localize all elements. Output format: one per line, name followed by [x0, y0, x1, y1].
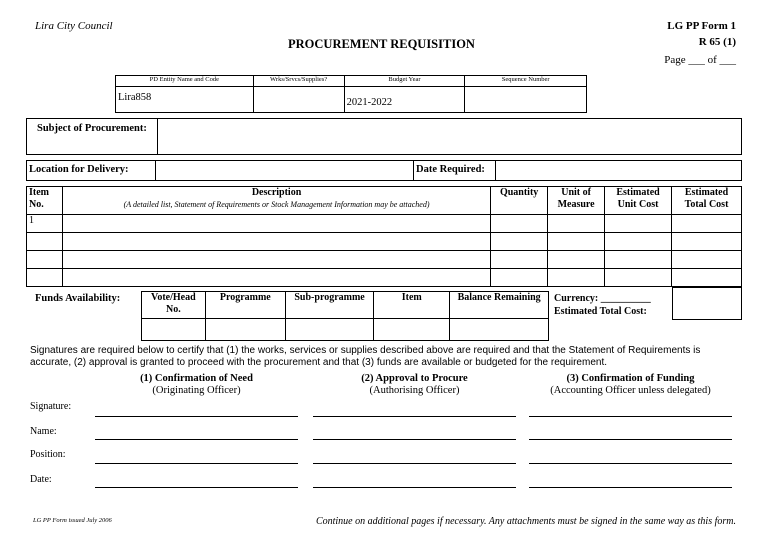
position-label: Position: — [30, 449, 66, 460]
date-label: Date: — [30, 474, 52, 485]
balance-header: Balance Remaining — [450, 292, 549, 319]
name-line-2[interactable] — [313, 439, 516, 440]
sub-programme-cell[interactable] — [285, 319, 373, 341]
signatures-intro: Signatures are required below to certify that (1) the works, services or supplies described above are required and that the Statement of Requirements is accurate, (2) approval is granted to proceed with the procurement and that (3) funds are available or budgeted for the requirement. — [30, 345, 701, 368]
signature-line-1[interactable] — [95, 416, 298, 417]
total-cost-cell[interactable] — [672, 269, 742, 287]
position-line-3[interactable] — [529, 463, 732, 464]
position-line-1[interactable] — [95, 463, 298, 464]
budget-year-value[interactable]: 2021-2022 — [344, 87, 465, 113]
col2-title: (2) Approval to Procure — [361, 373, 468, 384]
total-cost-cell[interactable] — [672, 251, 742, 269]
vote-head-cell[interactable] — [142, 319, 206, 341]
entity-table — [115, 75, 587, 113]
item-cell[interactable] — [374, 319, 450, 341]
location-field[interactable] — [156, 161, 414, 181]
work-type-header: Wrks/Srvcs/Supplies? — [253, 76, 344, 87]
subject-table — [26, 118, 742, 155]
quantity-cell[interactable] — [491, 215, 548, 233]
programme-header: Programme — [205, 292, 285, 319]
col1-sub: (Originating Officer) — [152, 385, 241, 396]
item-no-cell[interactable]: 1 — [27, 215, 63, 233]
entity-header: PD Entity Name and Code — [116, 76, 254, 87]
name-line-3[interactable] — [529, 439, 732, 440]
estimated-total-label: Estimated Total Cost: — [554, 306, 647, 317]
issued-note: LG PP Form issued July 2006 — [33, 517, 112, 524]
col3-sub: (Accounting Officer unless delegated) — [550, 385, 711, 396]
description-note: (A detailed list, Statement of Requirements or Stock Management Information may be attached) — [123, 200, 430, 209]
description-cell[interactable] — [62, 215, 490, 233]
quantity-cell[interactable] — [491, 251, 548, 269]
description-cell[interactable] — [62, 269, 490, 287]
form-id: LG PP Form 1 — [667, 20, 736, 32]
unit-cell[interactable] — [548, 233, 605, 251]
total-cost-cell[interactable] — [672, 233, 742, 251]
date-required-field[interactable] — [496, 161, 742, 181]
sub-programme-header: Sub-programme — [285, 292, 373, 319]
funds-table — [141, 291, 549, 341]
form-ref: R 65 (1) — [698, 36, 736, 48]
description-cell[interactable] — [62, 251, 490, 269]
items-table — [26, 186, 742, 287]
item-no-cell[interactable] — [27, 233, 63, 251]
signature-line-3[interactable] — [529, 416, 732, 417]
budget-year-header: Budget Year — [344, 76, 465, 87]
name-line-1[interactable] — [95, 439, 298, 440]
table-row — [27, 251, 742, 269]
location-label: Location for Delivery: — [27, 161, 156, 181]
unit-cost-cell[interactable] — [605, 251, 672, 269]
unit-cell[interactable] — [548, 251, 605, 269]
col3-title: (3) Confirmation of Funding — [566, 373, 695, 384]
col2-sub: (Authorising Officer) — [369, 385, 460, 396]
name-label: Name: — [30, 426, 57, 437]
description-header — [62, 187, 490, 215]
council-name: Lira City Council — [35, 20, 113, 32]
table-row — [27, 215, 742, 233]
signature-line-2[interactable] — [313, 416, 516, 417]
item-no-cell[interactable] — [27, 251, 63, 269]
quantity-cell[interactable] — [491, 233, 548, 251]
total-cost-header: Estimated Total Cost — [672, 187, 742, 215]
unit-cost-cell[interactable] — [605, 269, 672, 287]
col1-title: (1) Confirmation of Need — [140, 373, 253, 384]
quantity-cell[interactable] — [491, 269, 548, 287]
sequence-header: Sequence Number — [465, 76, 587, 87]
programme-cell[interactable] — [205, 319, 285, 341]
page-number: Page ___ of ___ — [664, 54, 736, 66]
date-line-2[interactable] — [313, 487, 516, 488]
quantity-header: Quantity — [491, 187, 548, 215]
subject-field[interactable] — [158, 119, 742, 155]
table-row — [27, 269, 742, 287]
date-line-3[interactable] — [529, 487, 732, 488]
unit-cell[interactable] — [548, 215, 605, 233]
balance-cell[interactable] — [450, 319, 549, 341]
funds-label: Funds Availability: — [35, 293, 121, 304]
work-type-value[interactable] — [253, 87, 344, 113]
entity-value[interactable]: Lira858 — [116, 87, 254, 113]
estimated-total-field[interactable] — [672, 287, 742, 320]
total-cost-cell[interactable] — [672, 215, 742, 233]
unit-cost-cell[interactable] — [605, 233, 672, 251]
position-line-2[interactable] — [313, 463, 516, 464]
vote-head-header: Vote/Head No. — [142, 292, 206, 319]
signature-label: Signature: — [30, 401, 72, 412]
unit-cost-cell[interactable] — [605, 215, 672, 233]
sequence-value[interactable] — [465, 87, 587, 113]
date-required-label: Date Required: — [414, 161, 496, 181]
description-cell[interactable] — [62, 233, 490, 251]
footer-note: Continue on additional pages if necessary. Any attachments must be signed in the same way as this form. — [315, 516, 736, 527]
date-line-1[interactable] — [95, 487, 298, 488]
location-table — [26, 160, 742, 181]
subject-label: Subject of Procurement: — [27, 119, 158, 155]
form-title: PROCUREMENT REQUISITION — [288, 37, 475, 51]
currency-label: Currency: __________ — [554, 293, 651, 304]
table-row — [27, 233, 742, 251]
unit-cost-header: Estimated Unit Cost — [605, 187, 672, 215]
item-header: Item — [374, 292, 450, 319]
item-no-header: Item No. — [27, 187, 63, 215]
unit-cell[interactable] — [548, 269, 605, 287]
item-no-cell[interactable] — [27, 269, 63, 287]
unit-header: Unit of Measure — [548, 187, 605, 215]
description-title: Description — [251, 187, 302, 198]
